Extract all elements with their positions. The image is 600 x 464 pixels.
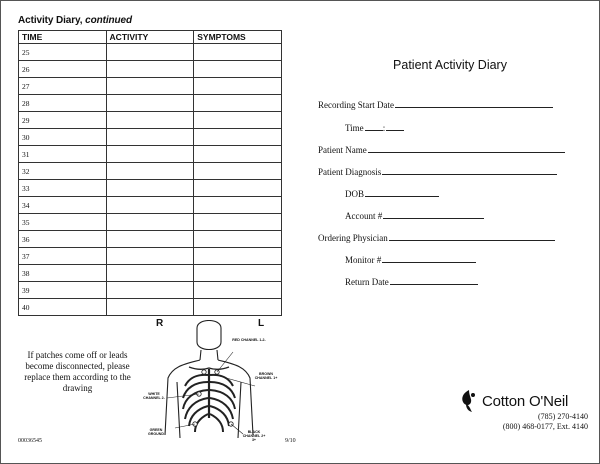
input-line-patient-name[interactable] bbox=[368, 143, 565, 153]
lead-label-green: GREEN GROUND bbox=[148, 428, 164, 436]
input-line-time-hour[interactable] bbox=[365, 121, 383, 131]
activity-cell[interactable] bbox=[106, 78, 194, 95]
brand-mark-icon bbox=[460, 389, 478, 413]
lead-label-red: RED CHANNEL 1-2- bbox=[232, 338, 266, 342]
table-row bbox=[19, 78, 282, 95]
form-title: Patient Activity Diary bbox=[393, 58, 507, 72]
time-cell[interactable]: 36 bbox=[19, 231, 107, 248]
field-recording-start-date[interactable] bbox=[318, 98, 553, 110]
time-cell[interactable]: 27 bbox=[19, 78, 107, 95]
table-row bbox=[19, 299, 282, 316]
time-cell[interactable]: 31 bbox=[19, 146, 107, 163]
symptoms-cell[interactable] bbox=[194, 197, 282, 214]
symptoms-cell[interactable] bbox=[194, 214, 282, 231]
input-line-account[interactable] bbox=[383, 209, 484, 219]
label-return-date: Return Date bbox=[345, 277, 389, 287]
document-code: 00036545 bbox=[18, 438, 42, 444]
time-cell[interactable]: 39 bbox=[19, 282, 107, 299]
label-monitor-number: Monitor # bbox=[345, 255, 382, 265]
activity-cell[interactable] bbox=[106, 61, 194, 78]
symptoms-cell[interactable] bbox=[194, 180, 282, 197]
time-cell[interactable]: 28 bbox=[19, 95, 107, 112]
activity-cell[interactable] bbox=[106, 180, 194, 197]
title-italic: continued bbox=[85, 15, 133, 26]
activity-cell[interactable] bbox=[106, 95, 194, 112]
table-row bbox=[19, 231, 282, 248]
field-patient-diagnosis[interactable] bbox=[318, 165, 557, 177]
table-row bbox=[19, 282, 282, 299]
time-cell[interactable]: 33 bbox=[19, 180, 107, 197]
phone-local: (785) 270-4140 bbox=[538, 412, 588, 421]
activity-cell[interactable] bbox=[106, 112, 194, 129]
lead-label-white: WHITE CHANNEL 2- bbox=[143, 392, 165, 400]
table-row bbox=[19, 129, 282, 146]
label-ordering-physician: Ordering Physician bbox=[318, 233, 388, 243]
time-cell[interactable]: 38 bbox=[19, 265, 107, 282]
table-row bbox=[19, 197, 282, 214]
lead-label-black: BLACK CHANNEL 2+ 3+ bbox=[242, 430, 266, 442]
label-recording-start-date: Recording Start Date bbox=[318, 100, 394, 110]
header-time: TIME bbox=[19, 31, 107, 44]
table-header-row bbox=[19, 31, 282, 44]
input-line-time-minute[interactable] bbox=[386, 121, 404, 131]
field-return-date[interactable] bbox=[345, 275, 478, 287]
table-row bbox=[19, 95, 282, 112]
table-row bbox=[19, 248, 282, 265]
time-cell[interactable]: 30 bbox=[19, 129, 107, 146]
label-time: Time bbox=[345, 123, 364, 133]
activity-cell[interactable] bbox=[106, 265, 194, 282]
input-line-start-date[interactable] bbox=[395, 98, 553, 108]
activity-cell[interactable] bbox=[106, 44, 194, 61]
table-row bbox=[19, 180, 282, 197]
field-dob[interactable] bbox=[345, 187, 439, 199]
symptoms-cell[interactable] bbox=[194, 163, 282, 180]
left-side-label: L bbox=[258, 318, 265, 329]
time-cell[interactable]: 40 bbox=[19, 299, 107, 316]
label-account-number: Account # bbox=[345, 211, 383, 221]
symptoms-cell[interactable] bbox=[194, 95, 282, 112]
table-row bbox=[19, 44, 282, 61]
activity-cell[interactable] bbox=[106, 146, 194, 163]
time-cell[interactable]: 34 bbox=[19, 197, 107, 214]
symptoms-cell[interactable] bbox=[194, 248, 282, 265]
time-cell[interactable]: 35 bbox=[19, 214, 107, 231]
time-cell[interactable]: 37 bbox=[19, 248, 107, 265]
symptoms-cell[interactable] bbox=[194, 265, 282, 282]
input-line-dob[interactable] bbox=[365, 187, 439, 197]
symptoms-cell[interactable] bbox=[194, 299, 282, 316]
symptoms-cell[interactable] bbox=[194, 146, 282, 163]
title-main: Activity Diary, bbox=[18, 15, 83, 26]
field-ordering-physician[interactable] bbox=[318, 231, 555, 243]
header-symptoms: SYMPTOMS bbox=[194, 31, 282, 44]
activity-cell[interactable] bbox=[106, 214, 194, 231]
field-patient-name[interactable] bbox=[318, 143, 565, 155]
lead-label-brown: BROWN CHANNEL 1+ bbox=[254, 372, 278, 380]
field-account-number[interactable] bbox=[345, 209, 484, 221]
activity-cell[interactable] bbox=[106, 163, 194, 180]
symptoms-cell[interactable] bbox=[194, 78, 282, 95]
symptoms-cell[interactable] bbox=[194, 282, 282, 299]
right-side-label: R bbox=[156, 318, 164, 329]
input-line-physician[interactable] bbox=[389, 231, 555, 241]
time-cell[interactable]: 29 bbox=[19, 112, 107, 129]
time-separator: : bbox=[382, 123, 386, 133]
table-row bbox=[19, 163, 282, 180]
brand-name: Cotton O'Neil bbox=[482, 392, 569, 410]
label-patient-diagnosis: Patient Diagnosis bbox=[318, 167, 382, 177]
input-line-diagnosis[interactable] bbox=[382, 165, 557, 175]
symptoms-cell[interactable] bbox=[194, 112, 282, 129]
torso-drawing bbox=[135, 320, 295, 445]
electrode-placement-diagram bbox=[135, 320, 295, 445]
phone-tollfree: (800) 468-0177, Ext. 4140 bbox=[502, 422, 588, 431]
activity-cell[interactable] bbox=[106, 299, 194, 316]
cotton-oneil-logo bbox=[460, 389, 568, 413]
document-revision-date: 9/10 bbox=[285, 438, 296, 444]
time-cell[interactable]: 25 bbox=[19, 44, 107, 61]
activity-cell[interactable] bbox=[106, 282, 194, 299]
field-time[interactable] bbox=[345, 121, 404, 133]
field-monitor-number[interactable] bbox=[345, 253, 476, 265]
activity-table bbox=[18, 30, 282, 316]
diary-continued-title bbox=[18, 15, 132, 26]
activity-cell[interactable] bbox=[106, 197, 194, 214]
table-row bbox=[19, 214, 282, 231]
symptoms-cell[interactable] bbox=[194, 231, 282, 248]
table-row bbox=[19, 61, 282, 78]
symptoms-cell[interactable] bbox=[194, 44, 282, 61]
patch-instructions: If patches come off or leads become disconnected, please replace them according to the drawing bbox=[24, 350, 131, 393]
time-cell[interactable]: 32 bbox=[19, 163, 107, 180]
label-dob: DOB bbox=[345, 189, 365, 199]
symptoms-cell[interactable] bbox=[194, 61, 282, 78]
label-patient-name: Patient Name bbox=[318, 145, 367, 155]
table-row bbox=[19, 265, 282, 282]
symptoms-cell[interactable] bbox=[194, 129, 282, 146]
activity-cell[interactable] bbox=[106, 129, 194, 146]
header-activity: ACTIVITY bbox=[106, 31, 194, 44]
activity-cell[interactable] bbox=[106, 248, 194, 265]
time-cell[interactable]: 26 bbox=[19, 61, 107, 78]
activity-cell[interactable] bbox=[106, 231, 194, 248]
input-line-monitor[interactable] bbox=[382, 253, 476, 263]
table-row bbox=[19, 146, 282, 163]
table-row bbox=[19, 112, 282, 129]
input-line-return-date[interactable] bbox=[390, 275, 478, 285]
